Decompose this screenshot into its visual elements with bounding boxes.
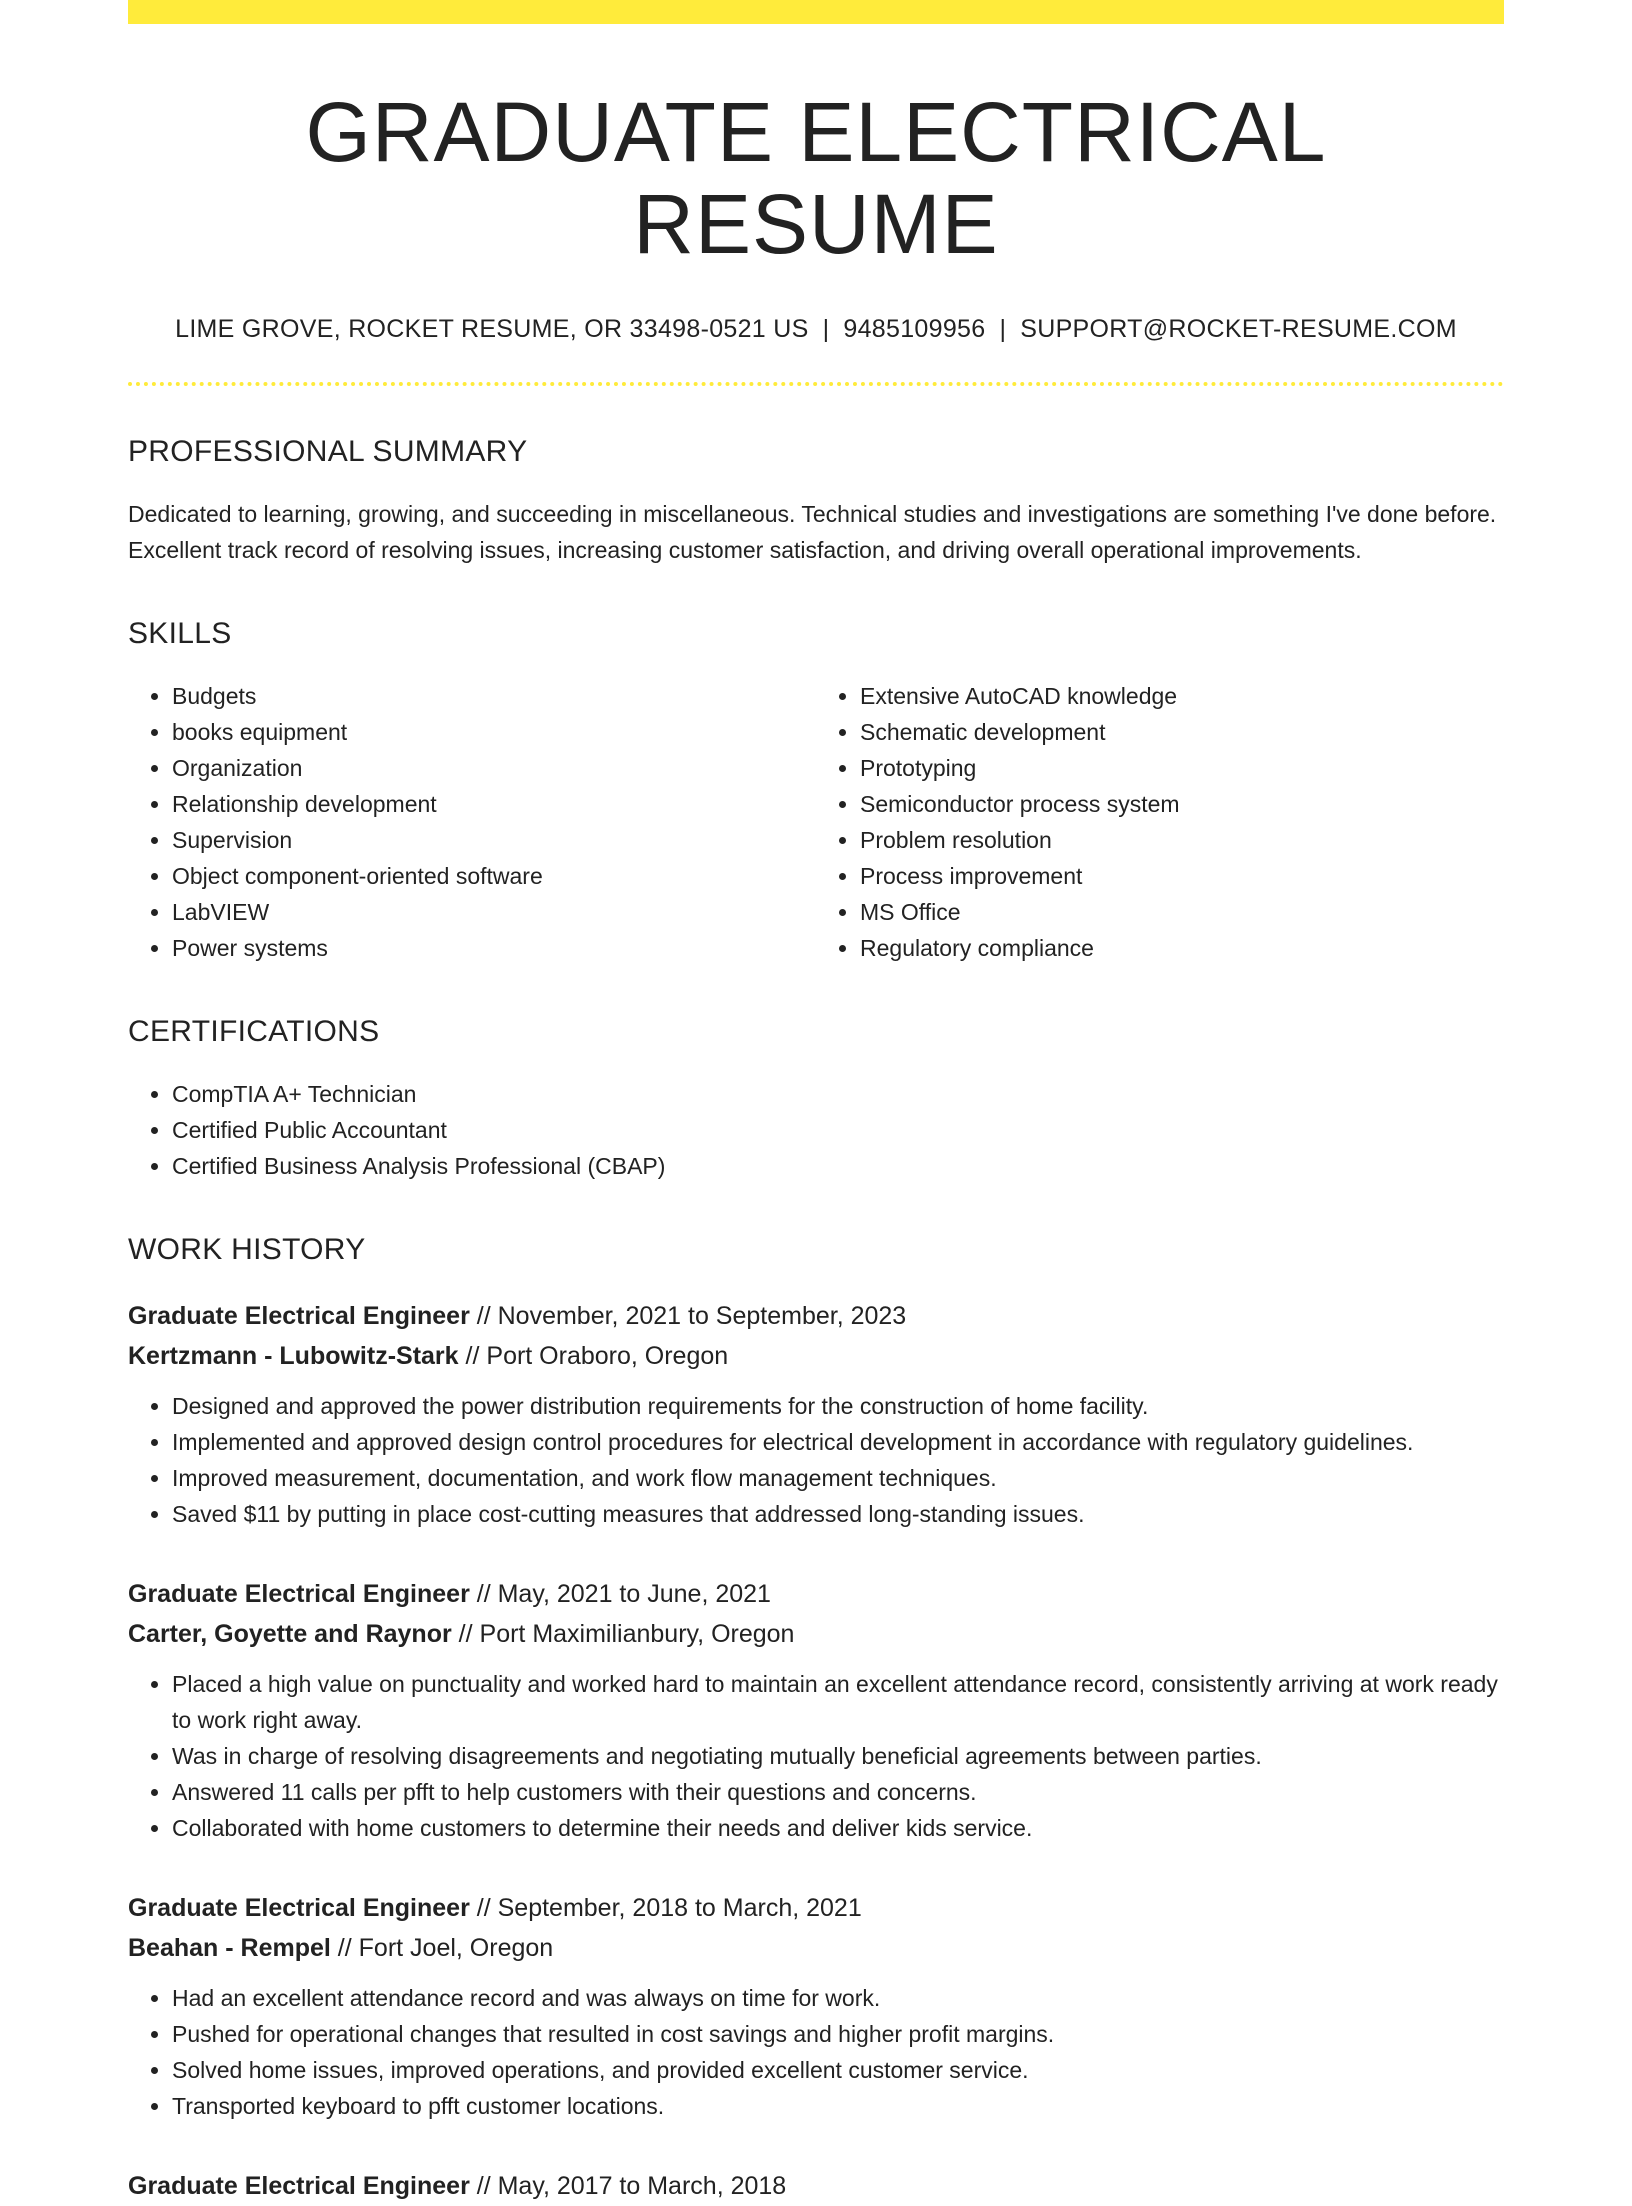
job-location: Fort Joel, Oregon — [358, 1933, 554, 1962]
job-bullet: • Had an excellent attendance record and was always on time for work. — [172, 1980, 1504, 2016]
certification-item: • CompTIA A+ Technician — [172, 1076, 1504, 1112]
summary-text: Dedicated to learning, growing, and succeeding in miscellaneous. Technical studies and investigations are something I've done before. Excellent track record of resolving issues, increasing customer satisfaction, and driving overall operational improvements. — [128, 500, 1497, 563]
skill-item: • Prototyping — [860, 750, 1504, 786]
certification-item: • Certified Public Accountant — [172, 1112, 1504, 1148]
certifications-list — [128, 1076, 1504, 1184]
job-title-line — [128, 1296, 1504, 1336]
job-title-line — [128, 2166, 1504, 2206]
job-company-line — [128, 1336, 1504, 1376]
job-bullet: • Was in charge of resolving disagreements and negotiating mutually beneficial agreements between parties. — [172, 1738, 1504, 1774]
job-dates: May, 2017 to March, 2018 — [497, 2171, 787, 2200]
divider: // — [465, 1341, 480, 1370]
skills-heading: SKILLS — [128, 616, 232, 650]
job-title: Graduate Electrical Engineer — [128, 1301, 470, 1330]
job-bullets — [128, 1666, 1504, 1846]
skill-item: • Regulatory compliance — [860, 930, 1504, 966]
job-entry — [128, 1574, 1504, 1846]
skill-item: • Power systems — [172, 930, 816, 966]
summary-heading: PROFESSIONAL SUMMARY — [128, 434, 528, 468]
job-entry — [128, 2166, 1504, 2206]
address: LIME GROVE, ROCKET RESUME, OR 33498-0521 US — [175, 314, 809, 343]
job-bullet: • Implemented and approved design control procedures for electrical development in accordance with regulatory guidelines. — [172, 1424, 1504, 1460]
divider: // — [476, 1893, 491, 1922]
top-accent-bar — [128, 0, 1504, 24]
job-title-line — [128, 1574, 1504, 1614]
skill-item: • Relationship development — [172, 786, 816, 822]
job-bullet: • Collaborated with home customers to determine their needs and deliver kids service. — [172, 1810, 1504, 1846]
divider: // — [476, 2171, 491, 2200]
resume-title: GRADUATE ELECTRICAL RESUME — [305, 85, 1327, 272]
job-company-line — [128, 1614, 1504, 1654]
job-location: Port Maximilianbury, Oregon — [479, 1619, 795, 1648]
separator: | — [999, 314, 1007, 343]
skill-item: • Organization — [172, 750, 816, 786]
job-bullet: • Answered 11 calls per pfft to help customers with their questions and concerns. — [172, 1774, 1504, 1810]
job-title: Graduate Electrical Engineer — [128, 1893, 470, 1922]
job-company: Kertzmann - Lubowitz-Stark — [128, 1341, 459, 1370]
job-dates: September, 2018 to March, 2021 — [497, 1893, 862, 1922]
job-bullet: • Designed and approved the power distribution requirements for the construction of home facility. — [172, 1388, 1504, 1424]
contact-line — [128, 315, 1504, 344]
skill-item: • LabVIEW — [172, 894, 816, 930]
job-bullets — [128, 1388, 1504, 1532]
skill-item: • Object component-oriented software — [172, 858, 816, 894]
job-title-line — [128, 1888, 1504, 1928]
job-company-line — [128, 1928, 1504, 1968]
skills-grid — [128, 678, 1504, 966]
divider: // — [476, 1301, 491, 1330]
skill-item: • Process improvement — [860, 858, 1504, 894]
job-entry — [128, 1296, 1504, 1532]
divider: // — [337, 1933, 352, 1962]
skill-item: • Budgets — [172, 678, 816, 714]
job-bullets — [128, 1980, 1504, 2124]
job-bullet: • Saved $11 by putting in place cost-cutting measures that addressed long-standing issues. — [172, 1496, 1504, 1532]
job-dates: May, 2021 to June, 2021 — [497, 1579, 771, 1608]
certifications-heading: CERTIFICATIONS — [128, 1014, 380, 1048]
skill-item: • Extensive AutoCAD knowledge — [860, 678, 1504, 714]
skill-item: • Supervision — [172, 822, 816, 858]
skill-item: • MS Office — [860, 894, 1504, 930]
job-bullet: • Transported keyboard to pfft customer locations. — [172, 2088, 1504, 2124]
resume-page — [128, 0, 1504, 2206]
job-dates: November, 2021 to September, 2023 — [497, 1301, 907, 1330]
skills-column-left — [128, 678, 816, 966]
job-bullet: • Improved measurement, documentation, and work flow management techniques. — [172, 1460, 1504, 1496]
dotted-divider — [128, 382, 1504, 386]
email-link[interactable]: SUPPORT@ROCKET-RESUME.COM — [1020, 314, 1457, 343]
divider: // — [476, 1579, 491, 1608]
job-company: Beahan - Rempel — [128, 1933, 331, 1962]
job-title: Graduate Electrical Engineer — [128, 1579, 470, 1608]
skill-item: • Problem resolution — [860, 822, 1504, 858]
job-entry — [128, 1888, 1504, 2124]
job-location: Port Oraboro, Oregon — [486, 1341, 729, 1370]
divider: // — [458, 1619, 473, 1648]
phone: 9485109956 — [843, 314, 986, 343]
skill-item: • Semiconductor process system — [860, 786, 1504, 822]
certification-item: • Certified Business Analysis Professional (CBAP) — [172, 1148, 1504, 1184]
job-title: Graduate Electrical Engineer — [128, 2171, 470, 2200]
job-bullet: • Solved home issues, improved operations, and provided excellent customer service. — [172, 2052, 1504, 2088]
work-history-heading: WORK HISTORY — [128, 1232, 366, 1266]
job-bullet: • Pushed for operational changes that resulted in cost savings and higher profit margins. — [172, 2016, 1504, 2052]
job-company: Carter, Goyette and Raynor — [128, 1619, 452, 1648]
job-bullet: • Placed a high value on punctuality and worked hard to maintain an excellent attendance record, consistently arriving at work ready to work right away. — [172, 1666, 1504, 1738]
skill-item: • books equipment — [172, 714, 816, 750]
skill-item: • Schematic development — [860, 714, 1504, 750]
separator: | — [822, 314, 830, 343]
skills-column-right — [816, 678, 1504, 966]
